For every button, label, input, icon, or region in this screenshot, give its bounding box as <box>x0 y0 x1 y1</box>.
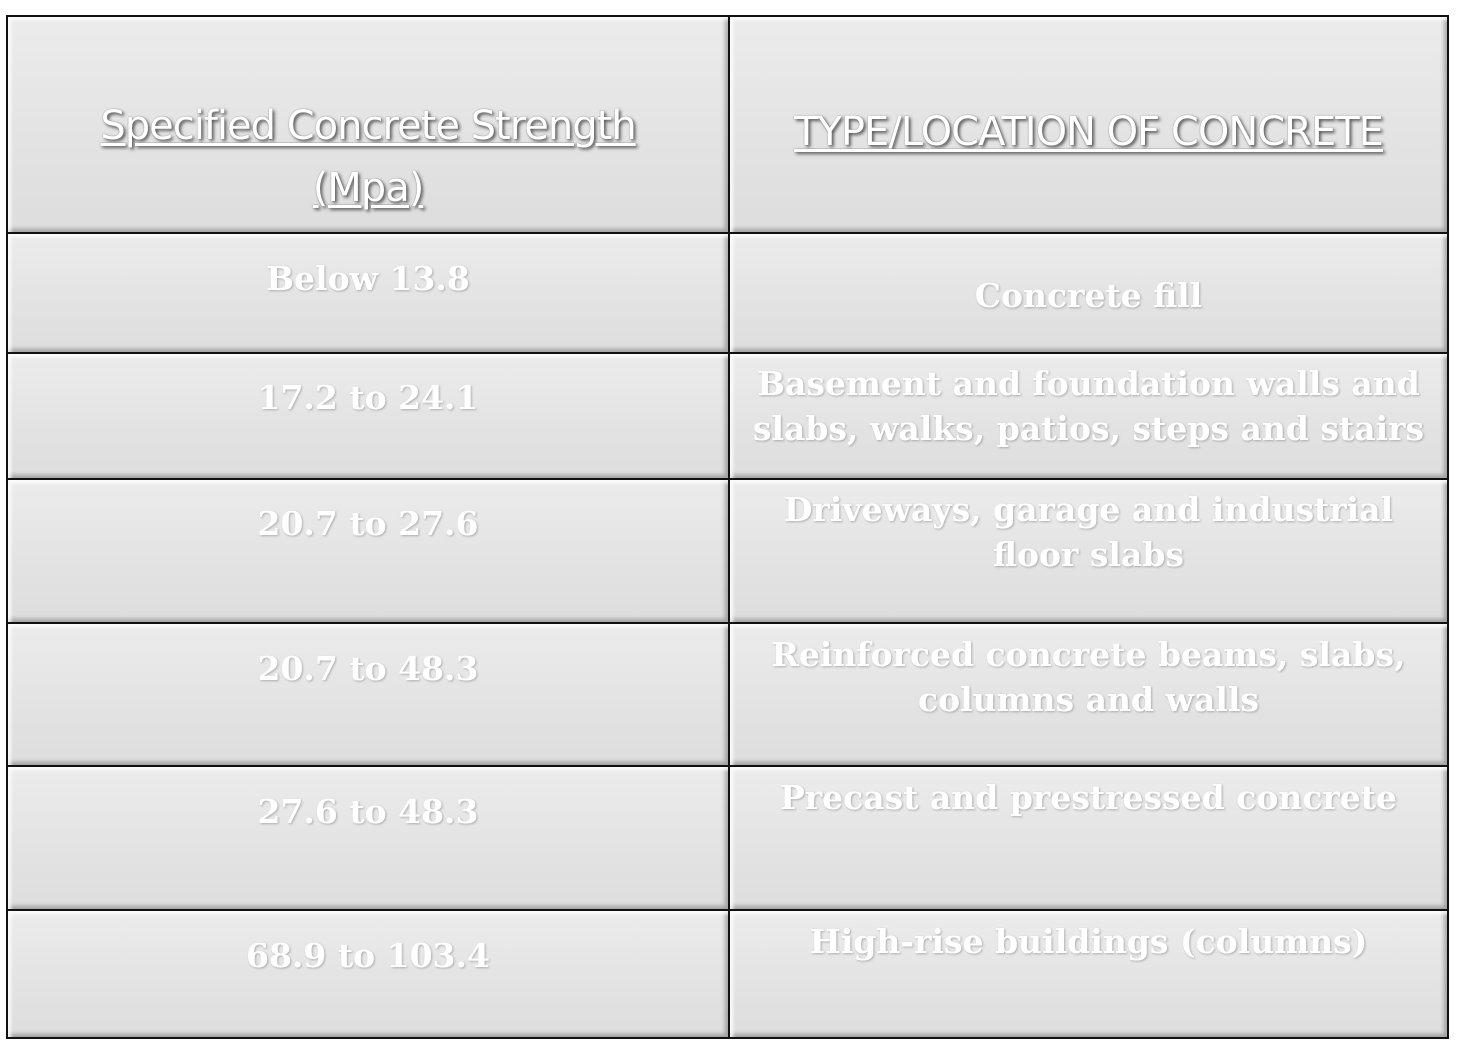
table-cell-strength <box>8 354 728 478</box>
strength-value: Below 13.8 <box>266 259 470 298</box>
type-value: Driveways, garage and industrial floor slabs <box>783 490 1394 574</box>
strength-value: 68.9 to 103.4 <box>246 936 490 975</box>
type-value: Precast and prestressed concrete <box>779 778 1398 817</box>
header-cell-type <box>730 17 1447 232</box>
header-cell-strength <box>8 17 728 232</box>
table-cell-type <box>730 624 1447 765</box>
table-cell-strength <box>8 480 728 622</box>
table-cell-strength <box>8 234 728 352</box>
table-cell-type <box>730 767 1447 909</box>
type-value: Concrete fill <box>974 276 1203 315</box>
strength-value: 27.6 to 48.3 <box>257 792 479 831</box>
strength-value: 20.7 to 27.6 <box>257 504 479 543</box>
table-cell-type <box>730 354 1447 478</box>
table-cell-type <box>730 480 1447 622</box>
strength-value: 20.7 to 48.3 <box>257 649 479 688</box>
strength-value: 17.2 to 24.1 <box>257 378 479 417</box>
table-cell-strength <box>8 767 728 909</box>
type-value: High-rise buildings (columns) <box>809 922 1368 961</box>
table-cell-type <box>730 234 1447 352</box>
table-cell-type <box>730 911 1447 1037</box>
type-value: Reinforced concrete beams, slabs, columns and walls <box>771 635 1406 719</box>
header-type: TYPE/LOCATION OF CONCRETE <box>794 109 1383 155</box>
header-strength: Specified Concrete Strength (Mpa) <box>100 103 636 211</box>
type-value: Basement and foundation walls and slabs, walks, patios, steps and stairs <box>752 364 1425 448</box>
concrete-strength-table <box>6 15 1449 1039</box>
table-cell-strength <box>8 624 728 765</box>
table-cell-strength <box>8 911 728 1037</box>
